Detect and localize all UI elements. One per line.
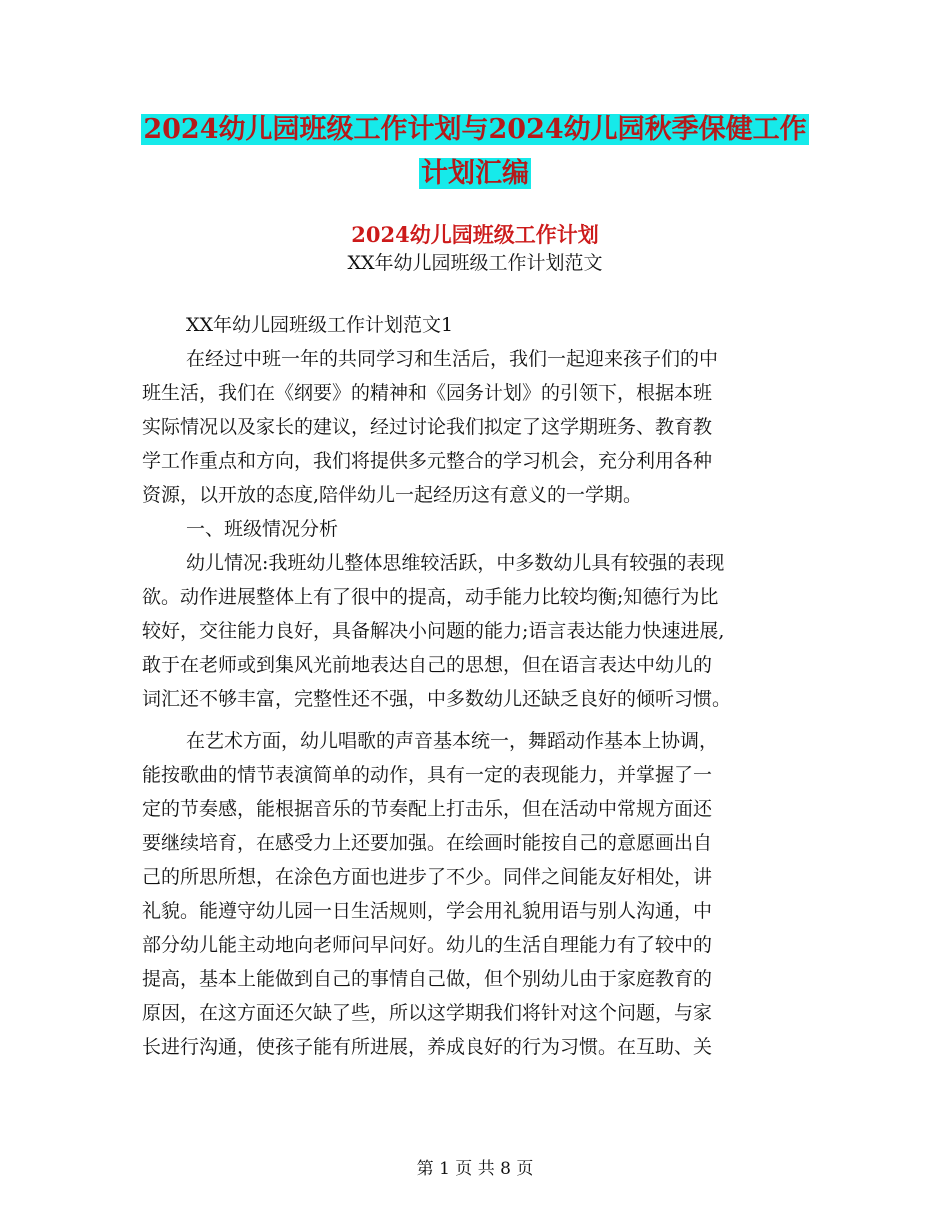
body-line: 幼儿情况:我班幼儿整体思维较活跃，中多数幼儿具有较强的表现 xyxy=(186,552,725,574)
document-title-line-1 xyxy=(0,108,950,152)
body-line: 一、班级情况分析 xyxy=(186,518,339,540)
body-line: 己的所思所想，在涂色方面也进步了不少。同伴之间能友好相处，讲 xyxy=(142,866,713,888)
paragraph-gap xyxy=(142,716,807,724)
title-highlight-1: 2024幼儿园班级工作计划与2024幼儿园秋季保健工作 xyxy=(143,114,807,145)
body-line: 欲。动作进展整体上有了很中的提高，动手能力比较均衡;知德行为比 xyxy=(142,586,719,608)
section-title: 2024幼儿园班级工作计划 xyxy=(351,222,599,247)
body-line: 原因，在这方面还欠缺了些，所以这学期我们将针对这个问题，与家 xyxy=(142,1002,713,1024)
section-subtitle: XX年幼儿园班级工作计划范文 xyxy=(347,252,603,274)
body-line: XX年幼儿园班级工作计划范文1 xyxy=(186,314,454,336)
body-line: 定的节奏感，能根据音乐的节奏配上打击乐，但在活动中常规方面还 xyxy=(142,798,713,820)
body-line: 词汇还不够丰富，完整性还不强，中多数幼儿还缺乏良好的倾听习惯。 xyxy=(142,688,732,710)
body-line: 要继续培育，在感受力上还要加强。在绘画时能按自己的意愿画出自 xyxy=(142,832,713,854)
body-line: 较好，交往能力良好，具备解决小问题的能力;语言表达能力快速进展, xyxy=(142,620,725,642)
body-line: 部分幼儿能主动地向老师问早问好。幼儿的生活自理能力有了较中的 xyxy=(142,934,713,956)
body-line: 能按歌曲的情节表演简单的动作，具有一定的表现能力，并掌握了一 xyxy=(142,764,713,786)
title-highlight-2: 计划汇编 xyxy=(421,158,529,189)
body-line: 在艺术方面，幼儿唱歌的声音基本统一，舞蹈动作基本上协调， xyxy=(186,730,719,752)
body-line: 资源，以开放的态度,陪伴幼儿一起经历这有意义的一学期。 xyxy=(142,484,643,506)
page-footer: 第 1 页 共 8 页 xyxy=(416,1159,534,1179)
body-line: 礼貌。能遵守幼儿园一日生活规则，学会用礼貌用语与别人沟通，中 xyxy=(142,900,713,922)
document-body xyxy=(142,308,807,1064)
body-line: 提高，基本上能做到自己的事情自己做，但个别幼儿由于家庭教育的 xyxy=(142,968,713,990)
body-line: 在经过中班一年的共同学习和生活后，我们一起迎来孩子们的中 xyxy=(186,348,719,370)
document-title-line-2 xyxy=(0,152,950,196)
body-line: 长进行沟通，使孩子能有所进展，养成良好的行为习惯。在互助、关 xyxy=(142,1036,713,1058)
body-line: 学工作重点和方向，我们将提供多元整合的学习机会，充分利用各种 xyxy=(142,450,713,472)
body-line: 实际情况以及家长的建议，经过讨论我们拟定了这学期班务、教育教 xyxy=(142,416,713,438)
body-line: 敢于在老师或到集风光前地表达自己的思想，但在语言表达中幼儿的 xyxy=(142,654,713,676)
body-line: 班生活，我们在《纲要》的精神和《园务计划》的引领下，根据本班 xyxy=(142,382,713,404)
